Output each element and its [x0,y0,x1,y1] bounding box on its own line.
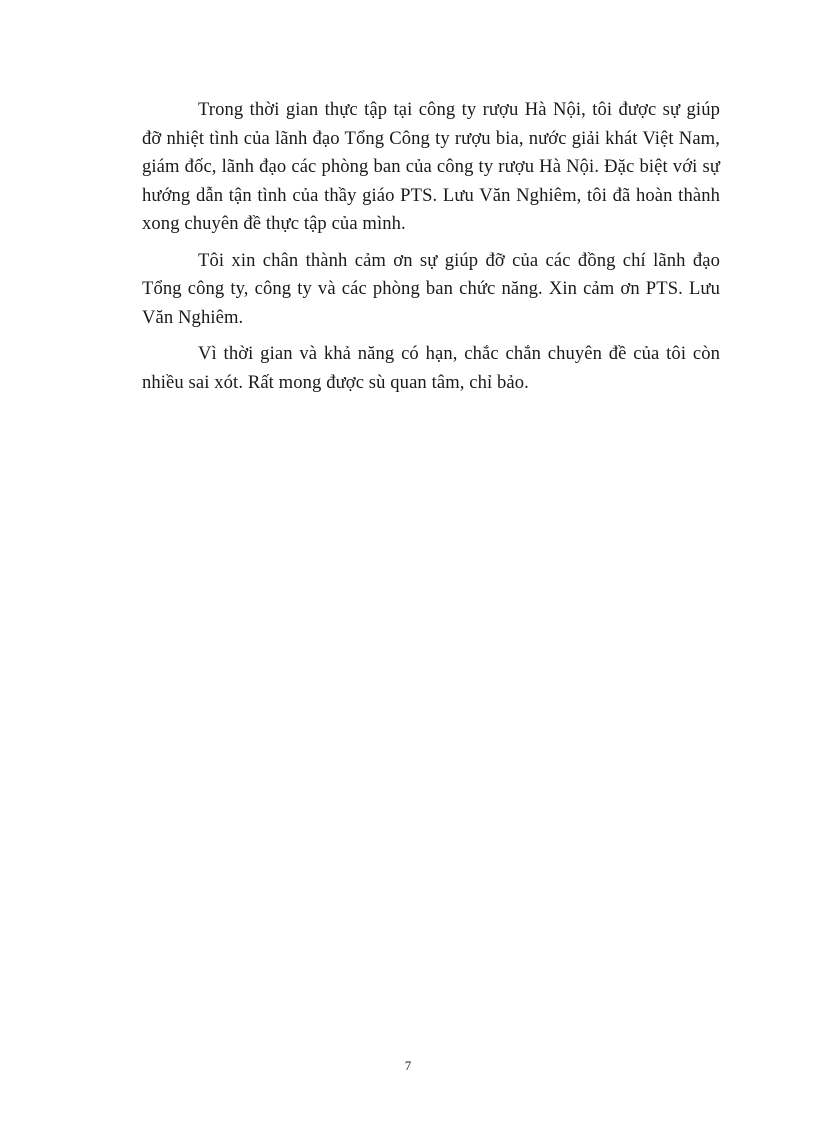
paragraph-apology: Vì thời gian và khả năng có hạn, chắc chắn chuyên đề của tôi còn nhiều sai xót. Rất mong được sù quan tâm, chỉ bảo. [142,343,720,393]
page-number: 7 [404,1058,412,1073]
body-text [142,96,720,405]
paragraph-thanks: Tôi xin chân thành cảm ơn sự giúp đỡ của các đồng chí lãnh đạo Tổng công ty, công ty và các phòng ban chức năng. Xin cảm ơn PTS. Lưu Văn Nghiêm. [142,249,720,328]
paragraph-acknowledgement: Trong thời gian thực tập tại công ty rượu Hà Nội, tôi được sự giúp đỡ nhiệt tình của lãnh đạo Tổng Công ty rượu bia, nước giải khát Việt Nam, giám đốc, lãnh đạo các phòng ban của công ty rượu Hà Nội. Đặc biệt với sự hướng dẫn tận tình của thầy giáo PTS. Lưu Văn Nghiêm, tôi đã hoàn thành xong chuyên đề thực tập của mình. [142,99,720,234]
